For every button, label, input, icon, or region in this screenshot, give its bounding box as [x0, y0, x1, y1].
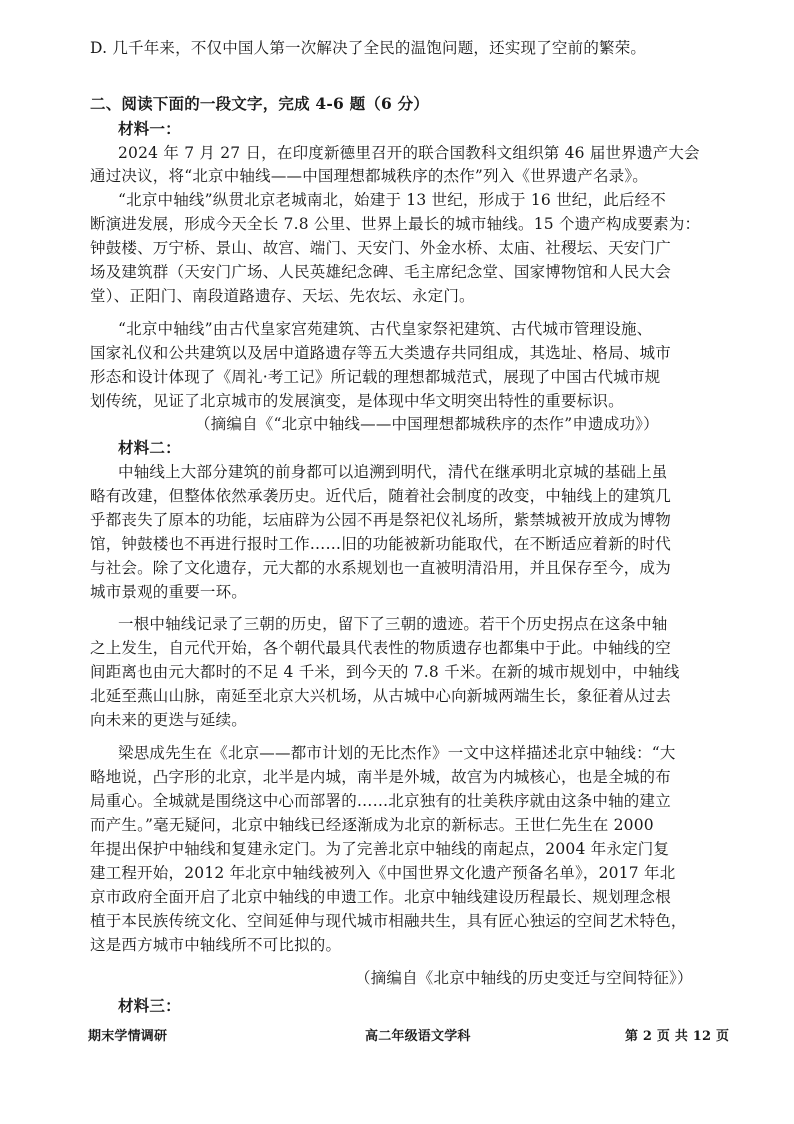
footer-center: 高二年级语文学科 — [365, 1029, 471, 1044]
paragraph-line: 钟鼓楼、万宁桥、景山、故宫、端门、天安门、外金水桥、太庙、社稷坛、天安门广 — [90, 239, 671, 257]
paragraph-line: 堂）、正阳门、南段道路遗存、天坛、先农坛、永定门。 — [90, 287, 475, 305]
paragraph-line: 一根中轴线记录了三朝的历史，留下了三朝的遗迹。若干个历史拐点在这条中轴 — [118, 615, 668, 633]
material-1-label: 材料一： — [118, 119, 181, 138]
paragraph-line: 通过决议，将“北京中轴线——中国理想都城秩序的杰作”列入《世界遗产名录》。 — [90, 167, 649, 185]
option-d: D. 几千年来，不仅中国人第一次解决了全民的温饱问题，还实现了空前的繁荣。 — [90, 39, 647, 57]
footer-left: 期末学情调研 — [88, 1029, 168, 1044]
paragraph-line: 场及建筑群（天安门广场、人民英雄纪念碑、毛主席纪念堂、国家博物馆和人民大会 — [90, 263, 671, 281]
paragraph-line: 与社会。除了文化遗存，元大都的水系规划也一直被明清沿用，并且保存至今，成为 — [90, 559, 671, 577]
source-citation: （摘编自《北京中轴线的历史变迁与空间特征》） — [355, 969, 693, 987]
paragraph-line: 而产生。”毫无疑问，北京中轴线已经逐渐成为北京的新标志。王世仁先生在 2000 — [90, 816, 654, 834]
paragraph-line: 城市景观的重要一环。 — [90, 583, 248, 601]
paragraph-line: 间距离也由元大都时的不足 4 千米，到今天的 7.8 千米。在新的城市规划中，中轴线 — [90, 663, 680, 681]
paragraph-line: 建工程开始，2012 年北京中轴线被列入《中国世界文化遗产预备名单》，2017 年北 — [90, 864, 676, 882]
paragraph-line: 略地说，凸字形的北京，北半是内城，南半是外城，故宫为内城核心，也是全城的布 — [90, 768, 671, 786]
paragraph-line: 这是西方城市中轴线所不可比拟的。 — [90, 936, 342, 954]
footer-page-number: 第 2 页 共 12 页 — [625, 1029, 730, 1044]
paragraph-line: 馆，钟鼓楼也不再进行报时工作……旧的功能被新功能取代，在不断适应着新的时代 — [90, 535, 671, 553]
paragraph-line: 中轴线上大部分建筑的前身都可以追溯到明代，清代在继承明北京城的基础上虽 — [118, 463, 668, 481]
material-2-label: 材料二： — [118, 438, 181, 457]
paragraph-line: 局重心。全城就是围绕这中心而部署的……北京独有的壮美秩序就由这条中轴的建立 — [90, 792, 671, 810]
paragraph-line: 京市政府全面开启了北京中轴线的申遗工作。北京中轴线建设历程最长、规划理念根 — [90, 888, 671, 906]
paragraph-line: 北延至燕山山脉，南延至北京大兴机场，从古城中心向新城两端生长，象征着从过去 — [90, 687, 671, 705]
paragraph-line: 梁思成先生在《北京——都市计划的无比杰作》一文中这样描述北京中轴线：“大 — [118, 744, 676, 762]
paragraph-line: 向未来的更迭与延续。 — [90, 711, 248, 729]
paragraph-line: 年提出保护中轴线和复建永定门。为了完善北京中轴线的南起点，2004 年永定门复 — [90, 840, 670, 858]
paragraph-line: 2024 年 7 月 27 日，在印度新德里召开的联合国教科文组织第 46 届世界遗产大会 — [118, 144, 700, 162]
section-heading: 二、阅读下面的一段文字，完成 4-6 题（6 分） — [90, 94, 429, 113]
paragraph-line: 乎都丧失了原本的功能，坛庙辟为公园不再是祭祀仪礼场所，紫禁城被开放成为博物 — [90, 511, 671, 529]
paragraph-line: 略有改建，但整体依然承袭历史。近代后，随着社会制度的改变，中轴线上的建筑几 — [90, 487, 671, 505]
paragraph-line: “北京中轴线”由古代皇家宫苑建筑、古代皇家祭祀建筑、古代城市管理设施、 — [118, 320, 653, 338]
paragraph-line: 之上发生，自元代开始，各个朝代最具代表性的物质遗存也都集中于此。中轴线的空 — [90, 639, 671, 657]
paragraph-line: 划传统，见证了北京城市的发展演变，是体现中华文明突出特性的重要标识。 — [90, 392, 624, 410]
paragraph-line: 形态和设计体现了《周礼·考工记》所记载的理想都城范式，展现了中国古代城市规 — [90, 368, 661, 386]
paragraph-line: “北京中轴线”纵贯北京老城南北，始建于 13 世纪，形成于 16 世纪，此后经不 — [118, 191, 667, 209]
paragraph-line: 植于本民族传统文化、空间延伸与现代城市相融共生，具有匠心独运的空间艺术特色， — [90, 912, 687, 930]
paragraph-line: 国家礼仪和公共建筑以及居中道路遗存等五大类遗存共同组成，其选址、格局、城市 — [90, 344, 671, 362]
material-3-label: 材料三： — [118, 996, 181, 1015]
paragraph-line: 断演进发展，形成今天全长 7.8 公里、世界上最长的城市轴线。15 个遗产构成要素为： — [90, 215, 701, 233]
source-citation: （摘编自《“北京中轴线——中国理想都城秩序的杰作”申遗成功》） — [195, 415, 659, 433]
